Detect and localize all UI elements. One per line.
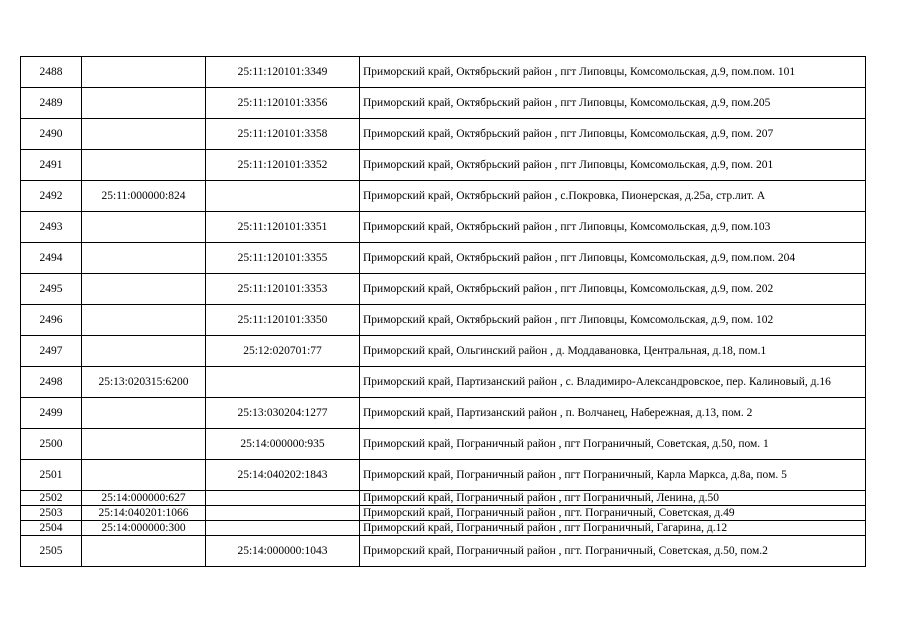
address-cell: Приморский край, Ольгинский район , д. Моддавановка, Центральная, д.18, пом.1: [360, 336, 866, 367]
object-cadastral-number-cell: [206, 506, 360, 521]
land-cadastral-number-cell: [82, 57, 206, 88]
row-number-cell: 2493: [21, 212, 82, 243]
registry-table-body: [21, 57, 866, 567]
address-cell: Приморский край, Пограничный район , пгт Пограничный, Советская, д.50, пом. 1: [360, 429, 866, 460]
table-row: [21, 150, 866, 181]
row-number-cell: 2499: [21, 398, 82, 429]
table-row: [21, 491, 866, 506]
land-cadastral-number-cell: [82, 536, 206, 567]
row-number-cell: 2488: [21, 57, 82, 88]
table-row: [21, 521, 866, 536]
address-cell: Приморский край, Пограничный район , пгт Пограничный, Карла Маркса, д.8а, пом. 5: [360, 460, 866, 491]
land-cadastral-number-cell: 25:14:000000:300: [82, 521, 206, 536]
table-row: [21, 536, 866, 567]
land-cadastral-number-cell: [82, 460, 206, 491]
object-cadastral-number-cell: 25:14:040202:1843: [206, 460, 360, 491]
address-cell: Приморский край, Пограничный район , пгт. Пограничный, Советская, д.50, пом.2: [360, 536, 866, 567]
land-cadastral-number-cell: 25:14:000000:627: [82, 491, 206, 506]
address-cell: Приморский край, Пограничный район , пгт. Пограничный, Советская, д.49: [360, 506, 866, 521]
row-number-cell: 2501: [21, 460, 82, 491]
object-cadastral-number-cell: 25:13:030204:1277: [206, 398, 360, 429]
row-number-cell: 2495: [21, 274, 82, 305]
object-cadastral-number-cell: 25:12:020701:77: [206, 336, 360, 367]
address-cell: Приморский край, Пограничный район , пгт Пограничный, Ленина, д.50: [360, 491, 866, 506]
land-cadastral-number-cell: 25:13:020315:6200: [82, 367, 206, 398]
address-cell: Приморский край, Октябрьский район , пгт Липовцы, Комсомольская, д.9, пом.205: [360, 88, 866, 119]
object-cadastral-number-cell: 25:14:000000:1043: [206, 536, 360, 567]
address-cell: Приморский край, Октябрьский район , пгт Липовцы, Комсомольская, д.9, пом.пом. 101: [360, 57, 866, 88]
land-cadastral-number-cell: [82, 398, 206, 429]
object-cadastral-number-cell: [206, 521, 360, 536]
table-row: [21, 506, 866, 521]
row-number-cell: 2498: [21, 367, 82, 398]
row-number-cell: 2502: [21, 491, 82, 506]
address-cell: Приморский край, Пограничный район , пгт Пограничный, Гагарина, д.12: [360, 521, 866, 536]
row-number-cell: 2505: [21, 536, 82, 567]
land-cadastral-number-cell: [82, 336, 206, 367]
table-row: [21, 212, 866, 243]
table-row: [21, 119, 866, 150]
land-cadastral-number-cell: [82, 243, 206, 274]
land-cadastral-number-cell: [82, 150, 206, 181]
land-cadastral-number-cell: [82, 274, 206, 305]
table-row: [21, 367, 866, 398]
object-cadastral-number-cell: [206, 367, 360, 398]
row-number-cell: 2500: [21, 429, 82, 460]
address-cell: Приморский край, Октябрьский район , пгт Липовцы, Комсомольская, д.9, пом.пом. 204: [360, 243, 866, 274]
row-number-cell: 2491: [21, 150, 82, 181]
row-number-cell: 2489: [21, 88, 82, 119]
object-cadastral-number-cell: 25:11:120101:3349: [206, 57, 360, 88]
table-row: [21, 460, 866, 491]
address-cell: Приморский край, Октябрьский район , пгт Липовцы, Комсомольская, д.9, пом. 207: [360, 119, 866, 150]
address-cell: Приморский край, Октябрьский район , с.Покровка, Пионерская, д.25а, стр.лит. А: [360, 181, 866, 212]
table-row: [21, 274, 866, 305]
object-cadastral-number-cell: 25:11:120101:3358: [206, 119, 360, 150]
object-cadastral-number-cell: 25:11:120101:3355: [206, 243, 360, 274]
object-cadastral-number-cell: 25:11:120101:3350: [206, 305, 360, 336]
object-cadastral-number-cell: 25:11:120101:3356: [206, 88, 360, 119]
table-row: [21, 305, 866, 336]
object-cadastral-number-cell: [206, 491, 360, 506]
table-row: [21, 57, 866, 88]
address-cell: Приморский край, Октябрьский район , пгт Липовцы, Комсомольская, д.9, пом. 202: [360, 274, 866, 305]
land-cadastral-number-cell: [82, 212, 206, 243]
row-number-cell: 2492: [21, 181, 82, 212]
object-cadastral-number-cell: 25:14:000000:935: [206, 429, 360, 460]
table-row: [21, 243, 866, 274]
row-number-cell: 2504: [21, 521, 82, 536]
land-cadastral-number-cell: [82, 429, 206, 460]
row-number-cell: 2503: [21, 506, 82, 521]
table-row: [21, 398, 866, 429]
registry-table: [20, 56, 866, 567]
table-row: [21, 88, 866, 119]
land-cadastral-number-cell: [82, 119, 206, 150]
object-cadastral-number-cell: 25:11:120101:3352: [206, 150, 360, 181]
address-cell: Приморский край, Октябрьский район , пгт Липовцы, Комсомольская, д.9, пом. 201: [360, 150, 866, 181]
table-row: [21, 429, 866, 460]
row-number-cell: 2497: [21, 336, 82, 367]
address-cell: Приморский край, Октябрьский район , пгт Липовцы, Комсомольская, д.9, пом.103: [360, 212, 866, 243]
table-row: [21, 336, 866, 367]
land-cadastral-number-cell: [82, 88, 206, 119]
object-cadastral-number-cell: [206, 181, 360, 212]
row-number-cell: 2490: [21, 119, 82, 150]
row-number-cell: 2494: [21, 243, 82, 274]
address-cell: Приморский край, Партизанский район , п. Волчанец, Набережная, д.13, пом. 2: [360, 398, 866, 429]
address-cell: Приморский край, Партизанский район , с. Владимиро-Александровское, пер. Калиновый, д.16: [360, 367, 866, 398]
object-cadastral-number-cell: 25:11:120101:3351: [206, 212, 360, 243]
land-cadastral-number-cell: 25:11:000000:824: [82, 181, 206, 212]
table-row: [21, 181, 866, 212]
land-cadastral-number-cell: 25:14:040201:1066: [82, 506, 206, 521]
land-cadastral-number-cell: [82, 305, 206, 336]
address-cell: Приморский край, Октябрьский район , пгт Липовцы, Комсомольская, д.9, пом. 102: [360, 305, 866, 336]
row-number-cell: 2496: [21, 305, 82, 336]
object-cadastral-number-cell: 25:11:120101:3353: [206, 274, 360, 305]
